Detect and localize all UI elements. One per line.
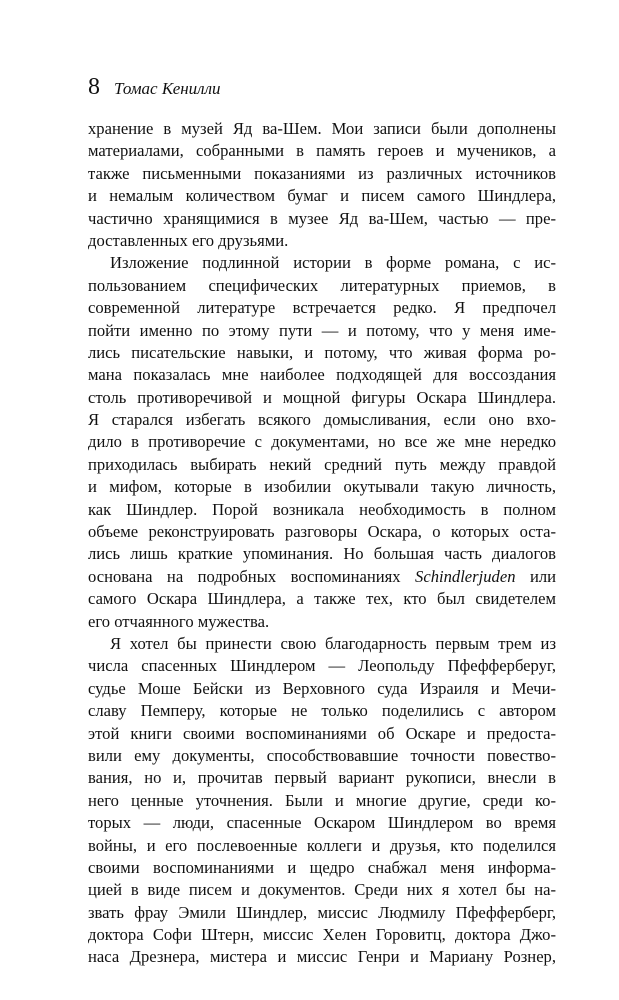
body-text: [88, 118, 556, 969]
text-line: мана показалась мне наиболее подходящей для воссоздания: [88, 365, 556, 385]
text-line: пользованием специфических литературных приемов, в: [88, 275, 556, 295]
text-line: этой книги своими воспоминаниями об Оскаре и предоста-: [88, 723, 556, 743]
text-line: наса Дрезнера, мистера и миссис Генри и Мариану Рознер,: [88, 947, 556, 967]
text-line: вания, но и, прочитав первый вариант рукописи, внесли в: [88, 768, 556, 788]
text-line: приходилась выбирать некий средний путь между правдой: [88, 454, 556, 474]
text-line: него ценные уточнения. Были и многие другие, среди ко-: [88, 790, 556, 810]
text-line: Я хотел бы принести свою благодарность первым трем из: [110, 633, 556, 653]
text-line-mixed: [88, 566, 556, 588]
text-line: Я старался избегать всякого домысливания, если оно вхо-: [88, 410, 556, 430]
text-line: звать фрау Эмили Шиндлер, миссис Людмилу Пфефферберг,: [88, 902, 556, 922]
text-line: славу Пемперу, которые не только поделились с автором: [88, 701, 556, 721]
text-line: пойти именно по этому пути — и потому, что у меня име-: [88, 320, 556, 340]
text-line: Изложение подлинной истории в форме романа, с ис-: [110, 253, 556, 273]
text-segment: основана на подробных воспоминаниях: [88, 566, 416, 586]
text-line: лись лишь краткие упоминания. Но большая часть диалогов: [88, 544, 556, 564]
running-head: [88, 72, 221, 102]
text-line: судье Моше Бейски из Верховного суда Израиля и Мечи-: [88, 678, 556, 698]
text-line: также письменными показаниями из различных источников: [88, 163, 556, 183]
text-line: и немалым количеством бумаг и писем самого Шиндлера,: [88, 186, 556, 206]
text-line: доктора Софи Штерн, миссис Хелен Горовитц, доктора Джо-: [88, 925, 556, 945]
text-line: лись писательские навыки, и потому, что живая форма ро-: [88, 342, 556, 362]
paragraph-1: [88, 118, 556, 252]
text-line: столь противоречивой и мощной фигуры Оскара Шиндлера.: [88, 387, 556, 407]
paragraph-2: [88, 252, 556, 633]
text-line: его отчаянного мужества.: [88, 611, 270, 631]
text-line: своими воспоминаниями и щедро снабжал меня информа-: [88, 857, 556, 877]
text-line: торых — люди, спасенные Оскаром Шиндлером во время: [88, 813, 556, 833]
text-line: числа спасенных Шиндлером — Леопольду Пфефферберуг,: [88, 656, 556, 676]
text-line: современной литературе встречается редко. Я предпочел: [88, 298, 556, 318]
text-line: объеме реконструировать разговоры Оскара, о которых оста-: [88, 522, 556, 542]
text-segment: или: [515, 566, 556, 586]
text-line: вили ему документы, способствовавшие точности повество-: [88, 745, 556, 765]
page-number: 8: [88, 74, 100, 100]
text-line: частично хранящимися в музее Яд ва-Шем, частью — пре-: [88, 208, 556, 228]
text-line: и мифом, которые в изобилии окутывали такую личность,: [88, 477, 556, 497]
text-line: как Шиндлер. Порой возникала необходимость в полном: [88, 499, 556, 519]
text-line: цией в виде писем и документов. Среди них я хотел бы на-: [88, 880, 556, 900]
text-line: дило в противоречие с документами, но все же мне нередко: [88, 432, 556, 452]
text-line: материалами, собранными в память героев и мучеников, а: [88, 141, 556, 161]
text-line: хранение в музей Яд ва-Шем. Мои записи были дополнены: [88, 119, 556, 138]
text-line: войны, и его послевоенные коллеги и друзья, кто поделился: [88, 835, 556, 855]
paragraph-3: [88, 633, 556, 969]
foreign-term: Schindlerjuden: [415, 566, 516, 586]
text-line: самого Оскара Шиндлера, а также тех, кто был свидетелем: [88, 589, 556, 609]
text-line: доставленных его друзьями.: [88, 230, 289, 250]
running-title: Томас Кенилли: [114, 79, 221, 98]
